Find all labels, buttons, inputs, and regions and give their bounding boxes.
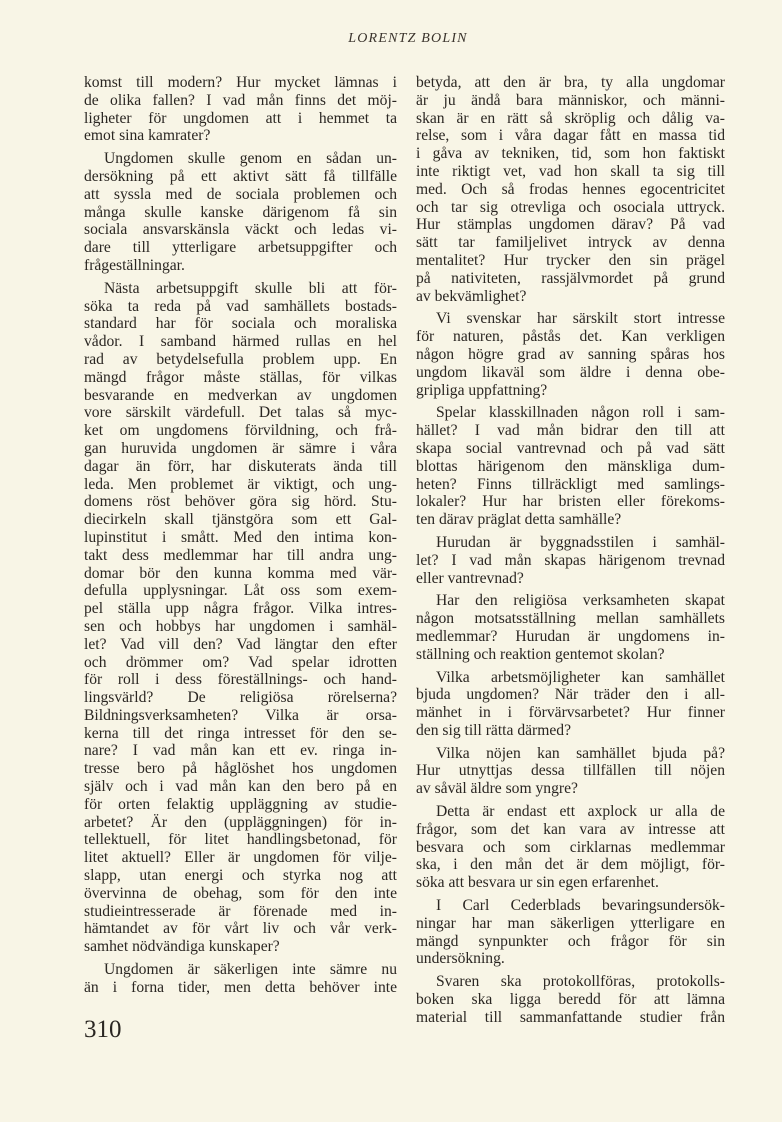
text-line: litet aktuell? Eller är ungdomen för vilje- <box>84 849 397 867</box>
text-line: Hur utnyttjas dessa tillfällen till nöjen <box>416 762 725 780</box>
text-line: material till sammanfattande studier från <box>416 1008 725 1026</box>
paragraph <box>416 897 725 968</box>
text-line: att syssla med de sociala problemen och <box>84 185 397 203</box>
page-number: 310 <box>84 1016 122 1043</box>
text-line: för orten felaktig uppläggning av studie- <box>84 795 397 813</box>
paragraph <box>416 973 725 1026</box>
text-line: Spelar klasskillnaden någon roll i sam- <box>436 404 725 422</box>
text-line: I Carl Cederblads bevaringsundersök- <box>436 897 725 915</box>
text-line: tresse bero på håglöshet hos ungdomen <box>84 760 397 778</box>
running-header: LORENTZ BOLIN <box>348 31 468 46</box>
text-line: någon motsatsställning mellan samhällets <box>416 610 725 628</box>
text-line: själv och i vad mån kan den bero på en <box>84 778 397 796</box>
text-line: av såväl äldre som yngre? <box>416 780 578 798</box>
text-line: söka ta reda på vad samhällets bostads- <box>84 297 397 315</box>
text-line: många skulle kanske därigenom få sin <box>84 203 397 221</box>
text-line: dersökning på ett aktivt sätt få tillfälle <box>84 167 397 185</box>
text-line: samhet nödvändiga kunskaper? <box>84 938 280 956</box>
text-line: mentalitet? Hur trycker den sin prägel <box>416 251 725 269</box>
text-line: diecirkeln skall tjänstgöra som ett Gal- <box>84 511 397 529</box>
text-line: på nativiteten, rassjälvmordet på grund <box>416 269 725 287</box>
text-line: Vilka arbetsmöjligheter kan samhället <box>436 668 725 686</box>
paragraph <box>84 150 397 275</box>
text-line: ningar har man säkerligen ytterligare en <box>416 914 725 932</box>
text-line: sociala ansvarskänsla väckt och ledas vi- <box>84 221 397 239</box>
text-line: i gåva av tekniken, tid, som hon faktiskt <box>416 145 725 163</box>
paragraph <box>416 310 725 399</box>
text-line: någon högre grad av sanning spåras hos <box>416 345 725 363</box>
text-line: ten därav präglat detta samhälle? <box>416 511 622 529</box>
text-line: undersökning. <box>416 950 505 968</box>
text-line: än i forna tider, men detta behöver inte <box>84 978 397 996</box>
text-line: vore särskilt värdefull. Det talas så myc- <box>84 404 397 422</box>
paragraph <box>84 280 397 956</box>
paragraph <box>84 74 397 145</box>
text-line: slapp, utan energi och styrka nog att <box>84 867 397 885</box>
text-line: studieintresserade är förenade med in- <box>84 902 397 920</box>
text-line: besvarande en medverkan av ungdomen <box>84 386 397 404</box>
paragraph <box>416 74 725 305</box>
text-line: av bekvämlighet? <box>416 287 527 305</box>
right-column <box>416 74 725 1027</box>
text-line: ligheter för ungdomen att i hemmet ta <box>84 109 397 127</box>
text-line: blottas härigenom den mänskliga dum- <box>416 457 725 475</box>
text-line: sätt tar familjelivet intryck av denna <box>416 234 725 252</box>
text-line: standard har för sociala och moraliska <box>84 315 397 333</box>
text-line: boken ska ligga beredd för att lämna <box>416 991 725 1009</box>
text-line: dare till ytterligare arbetsuppgifter och <box>84 239 397 257</box>
text-line: hämtandet av för vårt liv och vår verk- <box>84 920 397 938</box>
text-line: frågeställningar. <box>84 256 185 274</box>
text-line: Svaren ska protokollföras, protokolls- <box>436 973 725 991</box>
text-line: lokaler? Hur har bristen eller förekoms- <box>416 493 725 511</box>
text-line: emot sina kamrater? <box>84 127 211 145</box>
paragraph <box>84 961 397 997</box>
text-line: kerna till det ringa intresset för den se- <box>84 724 397 742</box>
text-line: Vi svenskar har särskilt stort intresse <box>436 310 725 328</box>
text-line: domens röst behöver göra sig hörd. Stu- <box>84 493 397 511</box>
text-line: Ungdomen skulle genom en sådan un- <box>104 150 397 168</box>
text-line: Hurudan är byggnadsstilen i samhäl- <box>436 533 725 551</box>
text-line: lupinstitut i smått. Med den intima kon- <box>84 528 397 546</box>
text-line: takt dess medlemmar har till andra ung- <box>84 546 397 564</box>
text-line: Ungdomen är säkerligen inte sämre nu <box>104 961 397 979</box>
text-line: medlemmar? Hurudan är ungdomens in- <box>416 627 725 645</box>
text-line: Nästa arbetsuppgift skulle bli att för- <box>104 279 397 297</box>
text-line: pel ställa upp några frågor. Vilka intres- <box>84 600 397 618</box>
text-line: med. Och så frodas hennes egocentricitet <box>416 180 725 198</box>
text-line: gripliga uppfattning? <box>416 381 548 399</box>
text-line: ska, i den mån det är dem möjligt, för- <box>416 856 725 874</box>
text-line: skan är en rätt så skröplig och dålig va- <box>416 109 725 127</box>
text-line: söka att besvara ur sin egen erfarenhet. <box>416 874 659 892</box>
text-line: ställning och reaktion gentemot skolan? <box>416 645 665 663</box>
text-line: Bildningsverksamheten? Vilka är orsa- <box>84 706 397 724</box>
text-line: leda. Men problemet är viktigt, och ung- <box>84 475 397 493</box>
text-line: nare? I vad mån kan ett ev. ringa in- <box>84 742 397 760</box>
text-line: let? I vad mån skapas härigenom trevnad <box>416 551 725 569</box>
text-line: mängd synpunkter och frågor för sin <box>416 932 725 950</box>
text-line: och drömmer om? Vad spelar idrotten <box>84 653 397 671</box>
text-line: ungdom likaväl som äldre i denna obe- <box>416 363 725 381</box>
text-line: är ju ändå bara människor, och männi- <box>416 91 725 109</box>
text-line: heten? Finns tillräckligt med samlings- <box>416 475 725 493</box>
paragraph <box>416 803 725 892</box>
text-line: eller vantrevnad? <box>416 569 524 587</box>
text-line: för naturen, påstås det. Kan verkligen <box>416 328 725 346</box>
text-line: komst till modern? Hur mycket lämnas i <box>84 74 397 91</box>
text-line: vådor. I samband härmed rullas en hel <box>84 333 397 351</box>
text-line: mänhet in i förvärvsarbetet? Hur finner <box>416 704 725 722</box>
text-line: de olika fallen? I vad mån finns det möj- <box>84 91 397 109</box>
text-line: Vilka nöjen kan samhället bjuda på? <box>436 744 725 762</box>
text-line: för roll i dess föreställnings- och hand- <box>84 671 397 689</box>
text-line: ket om ungdomens förvildning, och frå- <box>84 422 397 440</box>
text-line: bjuda ungdomen? När träder den i all- <box>416 686 725 704</box>
text-line: den sig till rätta därmed? <box>416 721 572 739</box>
text-line: frågor, som det kan vara av intresse att <box>416 820 725 838</box>
text-line: let? Vad vill den? Vad längtar den efter <box>84 635 397 653</box>
text-line: mängd frågor måste ställas, för vilkas <box>84 368 397 386</box>
paragraph <box>416 534 725 587</box>
text-line: inte riktigt vet, vad hon skall ta sig till <box>416 162 725 180</box>
text-line: relse, som i våra dagar fått en massa tid <box>416 127 725 145</box>
text-line: Har den religiösa verksamheten skapat <box>436 592 725 610</box>
text-line: Hur stämplas ungdomen därav? På vad <box>416 216 725 234</box>
text-line: defulla upplysningar. Låt oss som exem- <box>84 582 397 600</box>
paragraph <box>416 592 725 663</box>
text-line: besvara och som cirklarnas medlemmar <box>416 838 725 856</box>
text-line: tellektuell, för litet handlingsbetonad, för <box>84 831 397 849</box>
text-line: domar bör den kunna komma med vär- <box>84 564 397 582</box>
paragraph <box>416 404 725 529</box>
text-line: betyda, att den är bra, ty alla ungdomar <box>416 74 725 91</box>
text-line: sen och hobbys har ungdomen i samhäl- <box>84 617 397 635</box>
text-line: Detta är endast ett axplock ur alla de <box>436 803 725 821</box>
text-line: övervinna de obehag, som för den inte <box>84 884 397 902</box>
text-line: lingsvärld? De religiösa rörelserna? <box>84 689 397 707</box>
text-line: gan huruvida ungdomen är sämre i våra <box>84 439 397 457</box>
text-line: dagar än förr, har diskuterats ända till <box>84 457 397 475</box>
text-line: skapa social vantrevnad och på vad sätt <box>416 439 725 457</box>
paragraph <box>416 745 725 798</box>
left-column <box>84 74 397 997</box>
text-line: och tar sig otrevliga och osociala uttryck. <box>416 198 725 216</box>
paragraph <box>416 669 725 740</box>
text-line: arbetet? Är den (uppläggningen) för in- <box>84 813 397 831</box>
text-line: hället? I vad mån bidrar den till att <box>416 422 725 440</box>
text-line: rad av betydelsefulla problem upp. En <box>84 350 397 368</box>
